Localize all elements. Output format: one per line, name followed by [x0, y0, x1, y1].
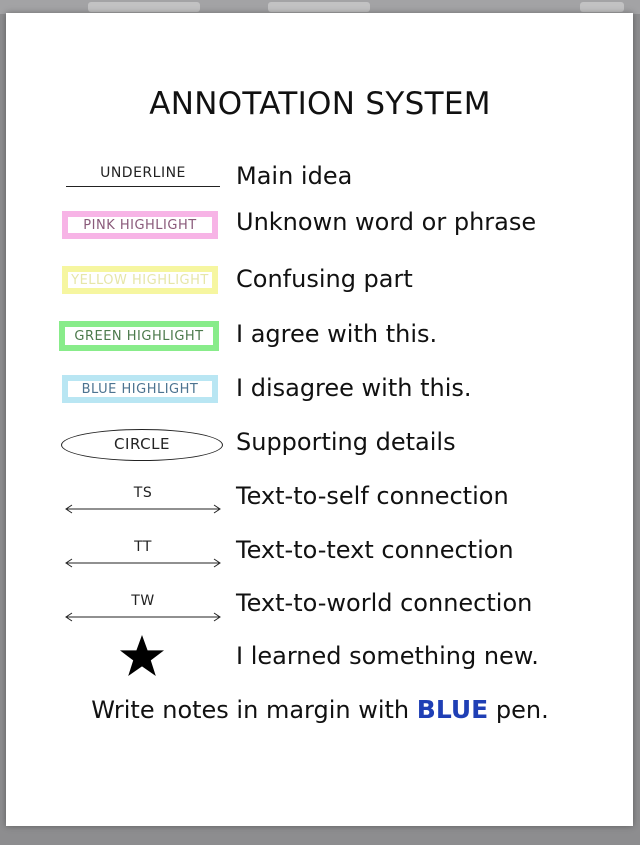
legend-row-text-to-text [0, 534, 640, 578]
legend-row-text-to-self [0, 480, 640, 524]
double-arrow-icon [64, 503, 222, 515]
legend-meaning: I agree with this. [236, 320, 438, 348]
legend-row-pink-highlight [0, 206, 640, 250]
legend-meaning: Text-to-text connection [236, 536, 514, 564]
legend-row-star [0, 633, 640, 677]
footer-note [0, 695, 640, 724]
battery-icon [580, 2, 624, 12]
legend-row-circle [0, 426, 640, 470]
footer-text-before: Write notes in margin with [91, 696, 410, 724]
arrow-label: TW [131, 593, 155, 609]
legend-row-text-to-world [0, 587, 640, 631]
star-icon [118, 633, 166, 679]
legend-meaning: Supporting details [236, 428, 456, 456]
legend-meaning: Unknown word or phrase [236, 208, 537, 236]
arrow-label: TT [134, 539, 152, 555]
clock-indicator [268, 2, 370, 12]
legend-meaning: Text-to-self connection [236, 482, 509, 510]
carrier-indicator [88, 2, 200, 12]
legend-row-underline [0, 160, 640, 204]
yellow-highlight-sample: YELLOW HIGHLIGHT [62, 266, 218, 294]
green-highlight-sample: GREEN HIGHLIGHT [59, 321, 219, 351]
text-to-text-arrow-sample [64, 539, 222, 569]
legend-meaning: Main idea [236, 162, 353, 190]
legend-meaning: Text-to-world connection [236, 589, 533, 617]
pink-highlight-sample: PINK HIGHLIGHT [62, 211, 218, 239]
text-to-self-arrow-sample [64, 485, 222, 515]
arrow-label: TS [133, 485, 153, 501]
circle-sample: CIRCLE [61, 429, 223, 461]
footer-blue-word: BLUE [416, 695, 489, 724]
underline-sample: UNDERLINE [66, 160, 220, 187]
legend-row-blue-highlight [0, 372, 640, 416]
legend-row-green-highlight [0, 318, 640, 362]
text-to-world-arrow-sample [64, 593, 222, 623]
legend-meaning: I disagree with this. [236, 374, 472, 402]
blue-highlight-sample: BLUE HIGHLIGHT [62, 375, 218, 403]
double-arrow-icon [64, 611, 222, 623]
footer-text-after: pen. [495, 696, 549, 724]
status-bar [0, 0, 640, 14]
legend-row-yellow-highlight [0, 263, 640, 307]
double-arrow-icon [64, 557, 222, 569]
page-title: ANNOTATION SYSTEM [149, 86, 491, 122]
legend-meaning: Confusing part [236, 265, 413, 293]
legend-meaning: I learned something new. [236, 642, 539, 670]
